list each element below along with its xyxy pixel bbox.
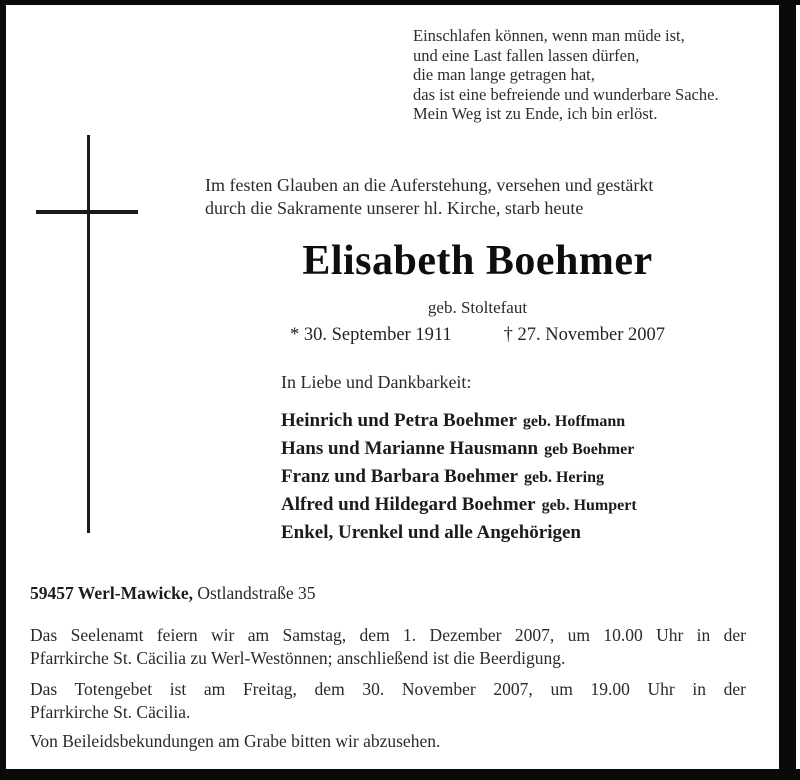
birth-date: * 30. September 1911 (289, 325, 452, 345)
poem-line-3: die man lange getragen hat, (413, 65, 595, 85)
service-line-2: Pfarrkirche St. Cäcilia zu Werl-Westönnen; anschließend ist die Beerdigung. (30, 648, 566, 668)
frame-border-left (0, 0, 6, 780)
family-entry (281, 463, 637, 491)
family-entry-main: Franz und Barbara Boehmer (281, 466, 518, 487)
poem-line-5: Mein Weg ist zu Ende, ich bin erlöst. (413, 104, 658, 124)
service-line-1: Das Seelenamt feiern wir am Samstag, dem 1. Dezember 2007, um 10.00 Uhr in der (30, 625, 746, 645)
address-line (30, 583, 315, 604)
intro-line-2: durch die Sakramente unserer hl. Kirche, starb heute (205, 198, 584, 218)
family-heading: In Liebe und Dankbarkeit: (281, 372, 472, 392)
cross-vertical-bar (87, 135, 90, 533)
frame-border-right (779, 0, 796, 780)
family-entry-main: Alfred und Hildegard Boehmer (281, 494, 536, 515)
maiden-name: geb. Stoltefaut (427, 298, 528, 317)
family-entry (281, 491, 637, 519)
prayer-paragraph (30, 678, 746, 724)
address-street: Ostlandstraße 35 (192, 583, 316, 603)
family-entry-main: Heinrich und Petra Boehmer (281, 410, 517, 431)
family-closing: Enkel, Urenkel und alle Angehörigen (281, 522, 582, 543)
address-city: 59457 Werl-Mawicke, (30, 583, 193, 603)
family-entry-suffix: geb. Hering (523, 469, 604, 486)
family-entry-suffix: geb Boehmer (544, 441, 635, 458)
intro-line-1: Im festen Glauben an die Auferstehung, versehen und gestärkt (205, 175, 654, 195)
poem-line-4: das ist eine befreiende und wunderbare Sache. (413, 84, 719, 104)
poem-line-1: Einschlafen können, wenn man müde ist, (413, 26, 685, 45)
service-paragraph (30, 624, 746, 670)
life-dates (205, 325, 750, 346)
poem-line-2: und eine Last fallen lassen dürfen, (413, 45, 640, 65)
family-entry-suffix: geb. Hoffmann (522, 413, 626, 430)
poem (413, 26, 719, 124)
family-list (281, 407, 637, 546)
condolence-line: Von Beileidsbekundungen am Grabe bitten wir abzusehen. (30, 731, 441, 751)
cross-horizontal-bar (36, 210, 138, 214)
family-entry-suffix: geb. Humpert (541, 497, 637, 514)
frame-border-top (0, 0, 800, 5)
death-date: † 27. November 2007 (503, 325, 666, 345)
family-entry-main: Hans und Marianne Hausmann (281, 438, 539, 459)
family-entry (281, 435, 637, 463)
intro-text (205, 174, 653, 220)
family-entry (281, 407, 637, 435)
frame-border-bottom (0, 769, 800, 780)
prayer-line-2: Pfarrkirche St. Cäcilia. (30, 702, 191, 722)
prayer-line-1: Das Totengebet ist am Freitag, dem 30. November 2007, um 19.00 Uhr in der (30, 679, 746, 699)
deceased-name: Elisabeth Boehmer (302, 238, 653, 284)
